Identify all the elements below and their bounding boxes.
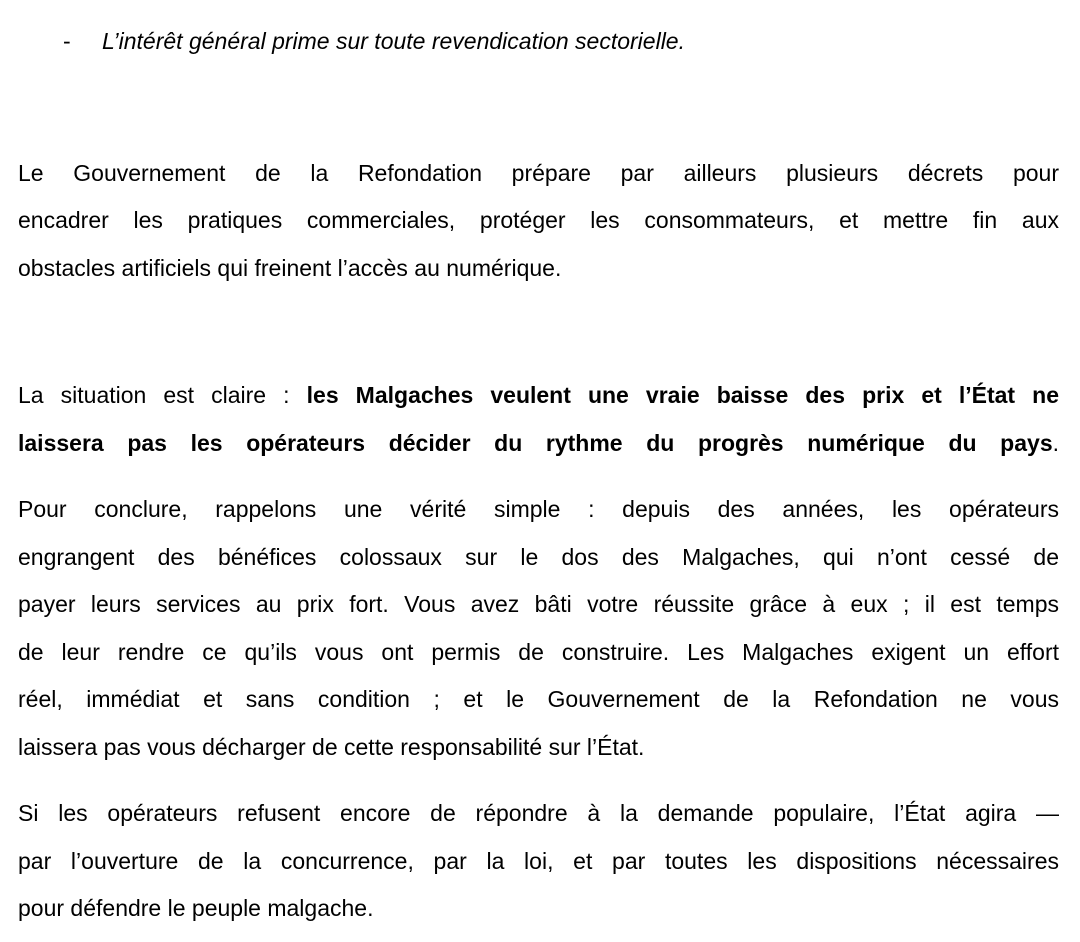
text-run: laissera pas vous décharger de cette responsabilité sur l’État.: [18, 733, 645, 760]
text-line: [18, 486, 1059, 534]
text-line: [18, 534, 1059, 582]
text-line: [18, 197, 1059, 245]
bullet-dash-marker: -: [63, 28, 71, 54]
text-line: [18, 245, 1059, 293]
text-run-bold: les Malgaches veulent une vraie baisse des prix et l’État ne: [306, 382, 1059, 408]
text-run: La situation est claire :: [18, 382, 307, 408]
paragraph-spacer: [18, 292, 1059, 372]
text-run: Pour conclure, rappelons une vérité simple : depuis des années, les opérateurs: [18, 496, 1059, 522]
bullet-list-item-text: L’intérêt général prime sur toute revendication sectorielle.: [102, 28, 685, 54]
text-run: Le Gouvernement de la Refondation prépare par ailleurs plusieurs décrets pour: [18, 159, 1059, 186]
paragraph-spacer: [18, 467, 1059, 486]
text-run: Si les opérateurs refusent encore de répondre à la demande populaire, l’État agira —: [18, 800, 1059, 826]
text-run: de leur rendre ce qu’ils vous ont permis de construire. Les Malgaches exigent un effort: [18, 638, 1059, 665]
text-run: par l’ouverture de la concurrence, par la loi, et par toutes les dispositions nécessaires: [18, 847, 1059, 874]
text-line: [18, 420, 1059, 468]
bullet-list-item: [63, 18, 1059, 66]
text-line: [18, 838, 1059, 886]
text-line: [18, 724, 1059, 772]
text-run-bold: laissera pas les opérateurs décider du rythme du progrès numérique du pays: [18, 429, 1053, 456]
paragraph-spacer: [18, 771, 1059, 790]
text-run: encadrer les pratiques commerciales, protéger les consommateurs, et mettre fin aux: [18, 207, 1059, 233]
paragraph-decrets: [18, 150, 1059, 293]
text-line: [18, 150, 1059, 198]
text-run: réel, immédiat et sans condition ; et le Gouvernement de la Refondation ne vous: [18, 686, 1059, 712]
text-line: [18, 885, 1059, 933]
text-run: obstacles artificiels qui freinent l’accès au numérique.: [18, 254, 562, 281]
paragraph-situation: [18, 372, 1059, 467]
text-line: [18, 581, 1059, 629]
text-line: [18, 676, 1059, 724]
paragraph-conclusion: [18, 486, 1059, 771]
text-run: .: [1052, 429, 1059, 456]
text-line: [18, 372, 1059, 420]
text-line: [18, 790, 1059, 838]
text-run: pour défendre le peuple malgache.: [18, 895, 374, 921]
paragraph-avertissement: [18, 790, 1059, 933]
text-run: payer leurs services au prix fort. Vous avez bâti votre réussite grâce à eux ; il est temps: [18, 591, 1059, 617]
text-line: [18, 629, 1059, 677]
text-run: engrangent des bénéfices colossaux sur le dos des Malgaches, qui n’ont cessé de: [18, 543, 1059, 570]
